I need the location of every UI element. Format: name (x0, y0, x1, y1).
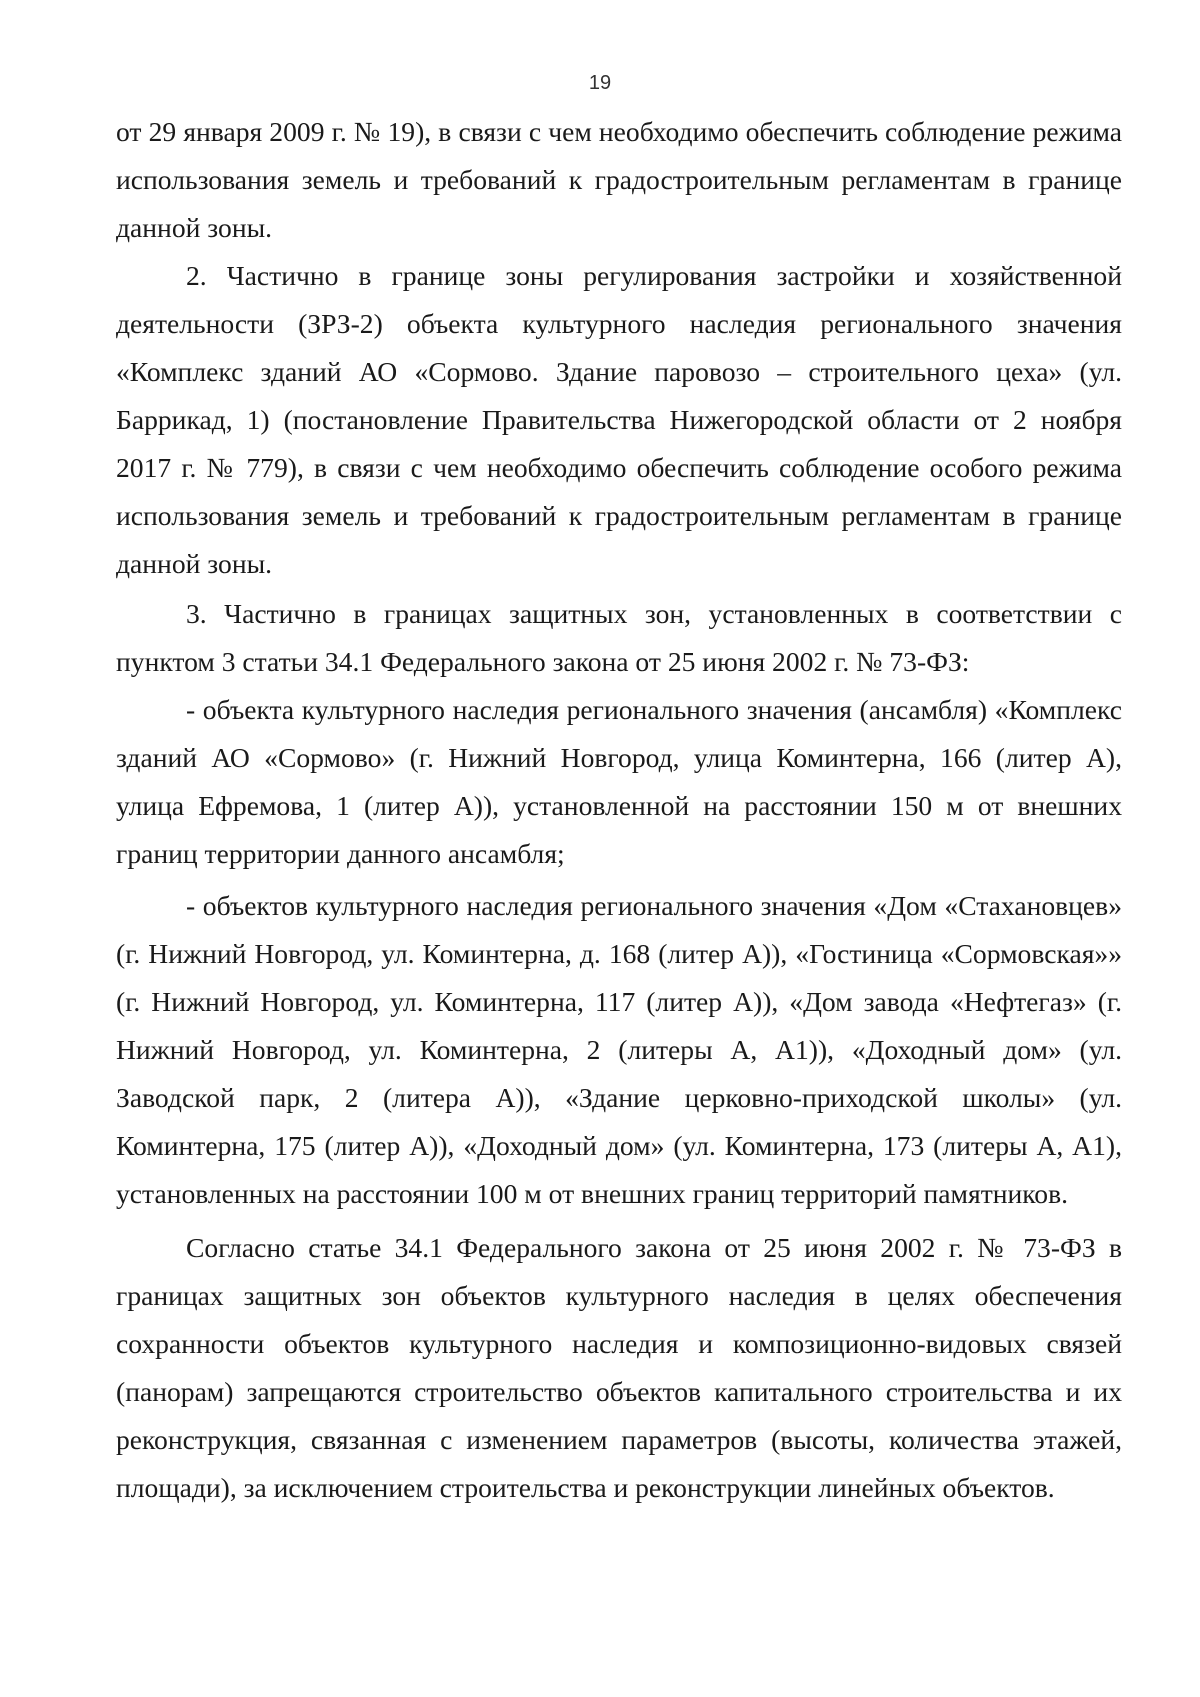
paragraph-subitem-ensemble: - объекта культурного наследия регионального значения (ансамбля) «Комплекс зданий АО «Сормово» (г. Нижний Новгород, улица Коминтерна, 166 (литер А), улица Ефремова, 1 (литер А)), установленной на расстоянии 150 м от внешних границ территории данного ансамбля; (116, 694, 1122, 869)
paragraph-subitem-objects: - объектов культурного наследия регионального значения «Дом «Стахановцев» (г. Нижний Новгород, ул. Коминтерна, д. 168 (литер А)), «Гостиница «Сормовская»» (г. Нижний Новгород, ул. Коминтерна, 117 (литер А)), «Дом завода «Нефтегаз» (г. Нижний Новгород, ул. Коминтерна, 2 (литеры А, А1)), «Доходный дом» (ул. Заводской парк, 2 (литера А)), «Здание церковно-приходской школы» (ул. Коминтерна, 175 (литер А)), «Доходный дом» (ул. Коминтерна, 173 (литеры А, А1), установленных на расстоянии 100 м от внешних границ территорий памятников. (116, 890, 1122, 1209)
page-number: 19 (588, 72, 612, 94)
paragraph-item-3: 3. Частично в границах защитных зон, установленных в соответствии с пунктом 3 статьи 34.1 Федерального закона от 25 июня 2002 г. № 73-ФЗ: (116, 598, 1122, 677)
paragraph-law-article: Согласно статье 34.1 Федерального закона от 25 июня 2002 г. № 73-ФЗ в границах защитных зон объектов культурного наследия в целях обеспечения сохранности объектов культурного наследия и композиционно-видовых связей (панорам) запрещаются строительство объектов капитального строительства и их реконструкция, связанная с изменением параметров (высоты, количества этажей, площади), за исключением строительства и реконструкции линейных объектов. (116, 1232, 1122, 1503)
paragraph-item-2: 2. Частично в границе зоны регулирования застройки и хозяйственной деятельности (ЗРЗ-2) объекта культурного наследия регионального значения «Комплекс зданий АО «Сормово. Здание паровозо – строительного цеха» (ул. Баррикад, 1) (постановление Правительства Нижегородской области от 2 ноября 2017 г. № 779), в связи с чем необходимо обеспечить соблюдение особого режима использования земель и требований к градостроительным регламентам в границе данной зоны. (116, 260, 1122, 579)
paragraph-continuation: от 29 января 2009 г. № 19), в связи с чем необходимо обеспечить соблюдение режима использования земель и требований к градостроительным регламентам в границе данной зоны. (116, 116, 1122, 243)
document-body (116, 108, 1122, 1512)
